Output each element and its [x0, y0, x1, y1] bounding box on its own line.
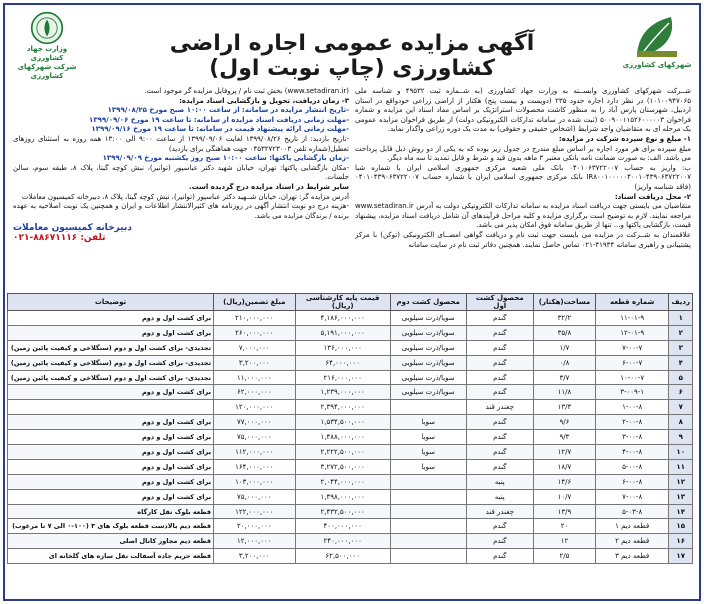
cell-col-guarantee: ۳,۲۰۰,۰۰۰ [214, 355, 296, 370]
cell-col-notes: قطعه حریم جاده آسفالت نقل سازه های گلخانه ای [8, 549, 214, 564]
cell-col-area: ۳۲/۲ [534, 311, 596, 326]
cell-col-crop-1: گندم [466, 534, 533, 549]
cell-col-crop-1: گندم [466, 519, 533, 534]
cell-col-notes [8, 400, 214, 415]
cell-col-base-price: ۲۴۰,۰۰۰,۰۰۰ [295, 534, 390, 549]
cell-col-area: ۱/۷ [534, 340, 596, 355]
cell-col-index: ۱۰ [669, 445, 693, 460]
cell-col-notes: برای کشت اول و دوم [8, 459, 214, 474]
cell-col-crop-1: گندم [466, 340, 533, 355]
table-row [8, 340, 693, 355]
section-1-text-2: ب: واریز به حساب ۰۴۰۱۰۶۳۷۲۲۰۰۷ بانک ملی شعبه مرکزی جمهوری اسلامی ایران با شماره شبا IR۸۰۰۱۰۰۰۰۰۴۰۰۱۰۴۳۹۰۶۳۷۲۲۰۰۷ بانک مرکزی جمهوری اسلامی ایران با شماره حساب ۰۴۰۱۰۴۳۹۰۶۳۷۲۲۰۰۷ (فاقد شناسه واریز) [355, 163, 691, 191]
cell-col-base-price: ۲۱۶,۰۰۰,۰۰۰ [295, 370, 390, 385]
opening-time: -زمان بازگشایی پاکتها: ساعت ۱۰:۰۰ صبح روز یکشنبه مورخ ۱۳۹۹/۰۹/۰۹ [102, 154, 349, 163]
auctioneer-address: آدرس مزایده گر: تهران، خیابان شــهید دکتر عباسپور (توانیر)، نبش کوچه گیتا، پلاک ۸، دبیرخانه کمیسیون معاملات [21, 192, 349, 201]
cell-col-crop-1: چغندر قند [466, 504, 533, 519]
cell-col-notes: قطعه دیم مجاور کانال اصلی [8, 534, 214, 549]
cell-col-area: ۱۰/۷ [534, 489, 596, 504]
cell-col-guarantee: ۱۰۳,۰۰۰,۰۰۰ [214, 474, 296, 489]
cell-col-notes: برای کشت اول و دوم [8, 385, 214, 400]
cell-col-guarantee: ۷۵,۰۰۰,۰۰۰ [214, 430, 296, 445]
cell-col-crop-1: گندم [466, 549, 533, 564]
signature-office: دبیرخانه کمیسیون معاملات [13, 223, 132, 234]
table-body [8, 311, 693, 564]
cell-col-guarantee: ۲۱۰,۰۰۰,۰۰۰ [214, 311, 296, 326]
cell-col-crop-2: سویا [390, 459, 466, 474]
cell-col-crop-2 [390, 489, 466, 504]
page-title: آگهی مزایده عمومی اجاره اراضی کشاورزی (چاپ نوبت اول) [169, 31, 535, 81]
cell-col-parcel: ۱۰-۰۰-۷ [595, 370, 668, 385]
cell-col-crop-1: گندم [466, 311, 533, 326]
cell-col-crop-2: سویا [390, 445, 466, 460]
cell-col-parcel: ۱۱-۰۱-۹ [595, 311, 668, 326]
cell-col-base-price: ۶۲,۵۰۰,۰۰۰ [295, 549, 390, 564]
cell-col-crop-1: گندم [466, 370, 533, 385]
header-col-notes: توضیحات [8, 294, 214, 311]
cell-col-base-price: ۵,۱۹۱,۰۰۰,۰۰۰ [295, 325, 390, 340]
section-2-text: متقاضیان می بایستی جهت دریافت اسناد مزایده به سامانه تدارکات الکترونیکی دولت به آدرس www.setadiran.ir مراجعه نمایند. لازم به توضیح است برگزاری مزایده و کلیه مراحل فرآیندهای آن شامل دریافت اسناد مزایده، پیشنهاد قیمت، بازگشایی پاکتها و... تنها از طریق سامانه فوق امکان پذیر می باشد. [355, 202, 691, 230]
header-col-crop-2: محصول کشت دوم [390, 294, 466, 311]
cell-col-index: ۱ [669, 311, 693, 326]
header-col-index: ردیف [669, 294, 693, 311]
cell-col-index: ۹ [669, 430, 693, 445]
cell-col-notes: برای کشت اول و دوم [8, 415, 214, 430]
cell-col-guarantee: ۷۵,۰۰۰,۰۰۰ [214, 489, 296, 504]
other-conditions: سایر شرایط در اسناد مزایده درج گردیده است. [188, 182, 349, 191]
cell-col-notes: برای کشت اول و دوم [8, 311, 214, 326]
cell-col-index: ۵ [669, 370, 693, 385]
cell-col-notes: برای کشت اول و دوم [8, 474, 214, 489]
cell-col-base-price: ۱,۴۹۸,۰۰۰,۰۰۰ [295, 489, 390, 504]
cell-col-crop-2 [390, 549, 466, 564]
cell-col-guarantee: ۳,۲۰۰,۰۰۰ [214, 549, 296, 564]
cell-col-base-price: ۲,۲۲۲,۵۰۰,۰۰۰ [295, 445, 390, 460]
cell-col-notes: قطعه بلوک نقل کارگاه [8, 504, 214, 519]
cell-col-parcel: قطعه دیم ۳ [595, 549, 668, 564]
logo-caption-2: شرکت شهرکهای کشاورزی [17, 63, 77, 80]
logo-caption: شهرکهای کشاورزی [622, 61, 692, 69]
cell-col-index: ۳ [669, 340, 693, 355]
cell-col-parcel: قطعه دیم ۱ [595, 519, 668, 534]
cell-col-crop-1: پنبه [466, 474, 533, 489]
cell-col-notes: تجدیدی- برای کشت اول و دوم (سنگلاخی و کیفیت پائین زمین) [8, 370, 214, 385]
cell-col-index: ۸ [669, 415, 693, 430]
table-row [8, 534, 693, 549]
cell-col-base-price: ۴,۱۸۶,۰۰۰,۰۰۰ [295, 311, 390, 326]
cell-col-crop-2 [390, 400, 466, 415]
cell-col-guarantee: ۱۲۰,۰۰۰,۰۰۰ [214, 400, 296, 415]
cell-col-guarantee: ۷۷,۰۰۰,۰۰۰ [214, 415, 296, 430]
cell-col-parcel: ۳-۰۰۹-۱ [595, 385, 668, 400]
cell-col-crop-2 [390, 519, 466, 534]
table-row [8, 519, 693, 534]
cell-col-notes: برای کشت اول و دوم [8, 325, 214, 340]
table-header-row [8, 294, 693, 311]
cell-col-base-price: ۴۰۰,۰۰۰,۰۰۰ [295, 519, 390, 534]
cell-col-guarantee: ۷,۰۰۰,۰۰۰ [214, 340, 296, 355]
table-row [8, 385, 693, 400]
table-row [8, 430, 693, 445]
publication-cost: -هزینه درج دو نوبت انتشار آگهی در روزنامه های کثیرالانتشار اطلاعات و ایران و همچنین یک نوبت اصلاحیه به عهده برنده / برندگان مزایده می باشد. [13, 202, 349, 220]
cell-col-area: ۱۱/۸ [534, 385, 596, 400]
table-row [8, 459, 693, 474]
table-row [8, 311, 693, 326]
cell-col-notes: تجدیدی- برای کشت اول و دوم (سنگلاخی و کیفیت پائین زمین) [8, 355, 214, 370]
cell-col-area: ۳۵/۸ [534, 325, 596, 340]
cell-col-crop-2: سویا/ذرت سیلویی [390, 385, 466, 400]
opening-place: -مکان بازگشایی پاکتها: تهران، خیابان شهید دکتر عباسپور (توانیر)، نبش کوچه گیتا، پلاک ۸، طبقه سوم، سالن جلسات. [13, 163, 349, 182]
cell-col-notes: برای کشت اول و دوم [8, 430, 214, 445]
cell-col-crop-2: سویا/ذرت سیلویی [390, 325, 466, 340]
cell-col-base-price: ۱,۲۳۹,۰۰۰,۰۰۰ [295, 385, 390, 400]
right-text-column [355, 87, 691, 250]
cell-col-area: ۹/۶ [534, 415, 596, 430]
table-row [8, 415, 693, 430]
header [5, 5, 699, 85]
doc-deadline: -مهلت زمانی دریافت اسناد مزایده از سامانه: تا ساعت ۱۹ مورخ ۱۳۹۹/۰۹/۰۶ [89, 115, 349, 124]
table-row [8, 549, 693, 564]
cell-col-guarantee: ۱۶۴,۰۰۰,۰۰۰ [214, 459, 296, 474]
cell-col-parcel: ۴-۰۰-۸ [595, 445, 668, 460]
cell-col-parcel: ۱۲-۰۱-۹ [595, 325, 668, 340]
cell-col-index: ۲ [669, 325, 693, 340]
cell-col-crop-2: سویا [390, 430, 466, 445]
cell-col-index: ۱۱ [669, 459, 693, 474]
cell-col-crop-1: گندم [466, 415, 533, 430]
cell-col-crop-2: سویا/ذرت سیلویی [390, 355, 466, 370]
cell-col-crop-1: گندم [466, 445, 533, 460]
cell-col-base-price: ۱۳۶,۰۰۰,۰۰۰ [295, 340, 390, 355]
cell-col-guarantee: ۱۱۲,۰۰۰,۰۰۰ [214, 445, 296, 460]
cell-col-index: ۱۶ [669, 534, 693, 549]
table-row [8, 370, 693, 385]
cell-col-parcel: قطعه دیم ۲ [595, 534, 668, 549]
registration-note: (www.setadiran.ir) بخش ثبت نام / پروفایل مزایده گر موجود است. [144, 87, 349, 95]
cell-col-parcel: ۵-۰۳-۸ [595, 504, 668, 519]
cell-col-index: ۱۵ [669, 519, 693, 534]
cell-col-index: ۱۷ [669, 549, 693, 564]
cell-col-base-price: ۲,۴۳۲,۵۰۰,۰۰۰ [295, 504, 390, 519]
cell-col-guarantee: ۱۲,۰۰۰,۰۰۰ [214, 534, 296, 549]
logo-caption-1: وزارت جهاد کشاورزی [26, 45, 68, 62]
cell-col-parcel: ۷-۰۰-۷ [595, 340, 668, 355]
cell-col-area: ۱۳/۹ [534, 504, 596, 519]
cell-col-parcel: ۱-۰۰-۸ [595, 400, 668, 415]
cell-col-crop-2 [390, 474, 466, 489]
cell-col-index: ۷ [669, 400, 693, 415]
header-col-base-price: قیمت پایه کارشناسی (ریال) [295, 294, 390, 311]
cell-col-notes: قطعه دیم بالادست قطعه بلوک های ۳ (۱۰۰-۰ الی ۷ تا مرغوب) [8, 519, 214, 534]
cell-col-parcel: ۵-۰۰-۸ [595, 459, 668, 474]
signature-phone: تلفن: ۸۸۶۷۱۱۱۶-۰۲۱ [13, 232, 106, 243]
cell-col-index: ۴ [669, 355, 693, 370]
cell-col-notes: برای کشت اول و دوم [8, 489, 214, 504]
cell-col-parcel: ۶-۰۰-۸ [595, 474, 668, 489]
cell-col-area: ۳/۷ [534, 370, 596, 385]
cell-col-crop-1: گندم [466, 385, 533, 400]
section-2-text-2: علاقمندان به شــرکت در مزایده می بایست جهت ثبت نام و دریافت گواهی امضــای الکترونیکی (توکن) با مرکز پشتیبانی و راهبری سامانه ۴۱۹۳۴-۰۲۱ تماس حاصل نمایند. همچنین دفاتر ثبت نام در سایت سامانه [355, 230, 691, 249]
table-row [8, 504, 693, 519]
leaf-emblem-icon [631, 11, 683, 61]
table-row [8, 325, 693, 340]
cell-col-parcel: ۲-۰۰-۸ [595, 415, 668, 430]
cell-col-base-price: ۱,۴۸۸,۰۰۰,۰۰۰ [295, 430, 390, 445]
cell-col-crop-1: پنبه [466, 489, 533, 504]
cell-col-base-price: ۲,۳۹۴,۰۰۰,۰۰۰ [295, 400, 390, 415]
cell-col-crop-1: چغندر قند [466, 400, 533, 415]
cell-col-guarantee: ۱۲۲,۰۰۰,۰۰۰ [214, 504, 296, 519]
cell-col-base-price: ۱,۵۳۴,۵۰۰,۰۰۰ [295, 415, 390, 430]
cell-col-area: ۱۳/۳ [534, 400, 596, 415]
advertisement-frame [3, 3, 701, 601]
cell-col-guarantee: ۶۲,۰۰۰,۰۰۰ [214, 385, 296, 400]
visit-dates: -تاریخ بازدید: از تاریخ ۱۳۹۹/۰۸/۲۶ لغایت ۱۳۹۹/۰۹/۰۶ از ساعت ۹:۰۰ الی ۱۳:۰۰ همه روزه به استثنای روزهای تعطیل(شماره تلفن ۰۴۵۳۲۷۲۳۰۰۳ جهت هماهنگی برای بازدید) [13, 134, 349, 153]
cell-col-guarantee: ۲۶۰,۰۰۰,۰۰۰ [214, 325, 296, 340]
header-col-guarantee: مبلغ تضمین(ریال) [214, 294, 296, 311]
section-3-title: ۳- زمان دریافت، تحویل و بازگشایی اسناد مزایده: [179, 96, 349, 105]
cell-col-crop-2: سویا/ذرت سیلویی [390, 370, 466, 385]
cell-col-base-price: ۶۴,۰۰۰,۰۰۰ [295, 355, 390, 370]
cell-col-crop-1: گندم [466, 355, 533, 370]
header-col-parcel: شماره قطعه [595, 294, 668, 311]
cell-col-crop-2: سویا/ذرت سیلویی [390, 340, 466, 355]
cell-col-crop-1: گندم [466, 325, 533, 340]
intro-paragraph: شــرکت شهرکهای کشاورزی وابســته به وزارت جهاد کشاورزی (به شــماره ثبت ۴۹۵۳۲ و شناسه ملی ۱۰۱۰۰۹۴۷۰۶۵) در نظر دارد اجاره حدود ۲۳۵ (دویست و بیست پنج) هکتار از اراضی زراعی خودواقع در استان اردبیل، شهرستان پارس آباد را به منظور کاشت محصولات استراتژیک بر اساس مفاد اسناد این مزایده و شماره فراخوان ۵۰۰۹۰۰۱۱۵۲۶۰۰۰۰۰۳ (ثبت شده در سامانه تدارکات الکترونیکی دولت) از طریق فراخوان مزایده عمومی یک مرحله ای به متقاضیان واجد شرایط (اشخاص حقیقی و حقوقی) به مدت یک دوره زراعی واگذار نماید. [355, 87, 691, 134]
section-1-text: مبلغ سپرده برای هر مورد اجاره بر اساس مبلغ مندرج در جدول زیر بوده که به یکی از دو روش ذیل قابل پرداخت می باشد. الف: به صورت ضمانت نامه بانکی معتبر ۳ ماهه بدون قید و شرط و قابل تمدید تا سه ماه دیگر. [355, 144, 691, 163]
cell-col-parcel: ۷-۰۰-۸ [595, 489, 668, 504]
cell-col-crop-2 [390, 534, 466, 549]
cell-col-crop-2: سویا/ذرت سیلویی [390, 311, 466, 326]
left-text-column [13, 87, 349, 244]
cell-col-area: ۱۸/۷ [534, 459, 596, 474]
cell-col-notes: برای کشت اول و دوم [8, 445, 214, 460]
cell-col-crop-2 [390, 504, 466, 519]
cell-col-guarantee: ۱۱,۰۰۰,۰۰۰ [214, 370, 296, 385]
cell-col-notes: تجدیدی- برای کشت اول و دوم (سنگلاخی و کیفیت پائین زمین) [8, 340, 214, 355]
cell-col-guarantee: ۲۰,۰۰۰,۰۰۰ [214, 519, 296, 534]
cell-col-index: ۱۲ [669, 474, 693, 489]
cell-col-crop-1: گندم [466, 459, 533, 474]
section-1-title: ۱- مبلغ و نوع سپرده شرکت در مزایده: [558, 134, 691, 143]
cell-col-parcel: ۳-۰۰-۸ [595, 430, 668, 445]
table-row [8, 400, 693, 415]
ministry-logo [11, 11, 83, 81]
cell-col-area: ۲۰ [534, 519, 596, 534]
cell-col-base-price: ۲,۰۴۴,۰۰۰,۰۰۰ [295, 474, 390, 489]
header-col-crop-1: محصول کشت اول [466, 294, 533, 311]
cell-col-base-price: ۳,۲۷۲,۵۰۰,۰۰۰ [295, 459, 390, 474]
cell-col-index: ۶ [669, 385, 693, 400]
ministry-seal-icon [27, 11, 67, 45]
agricultural-towns-logo [621, 11, 693, 81]
cell-col-area: ۹/۳ [534, 430, 596, 445]
cell-col-area: ۱۴/۶ [534, 474, 596, 489]
table-row [8, 489, 693, 504]
publish-date: -تاریخ انتشار مزایده در سامانه: از ساعت ۱۰:۰۰ صبح مورخ ۱۳۹۹/۰۸/۲۵ [107, 106, 349, 115]
cell-col-parcel: ۶-۰۰-۷ [595, 355, 668, 370]
table-row [8, 355, 693, 370]
bid-deadline: -مهلت زمانی ارائه پیشنهاد قیمت در سامانه: تا ساعت ۱۹ مورخ ۱۳۹۹/۰۹/۱۶ [91, 125, 349, 134]
cell-col-area: ۱۲ [534, 534, 596, 549]
cell-col-area: ۲/۵ [534, 549, 596, 564]
parcels-table [7, 293, 693, 564]
section-2-title: ۲- محل دریافت اسناد: [614, 192, 691, 201]
cell-col-index: ۱۳ [669, 489, 693, 504]
cell-col-area: ۰/۸ [534, 355, 596, 370]
header-col-area: مساحت(هکتار) [534, 294, 596, 311]
cell-col-area: ۱۲/۷ [534, 445, 596, 460]
table-row [8, 445, 693, 460]
cell-col-index: ۱۴ [669, 504, 693, 519]
cell-col-crop-1: گندم [466, 430, 533, 445]
cell-col-crop-2: سویا [390, 415, 466, 430]
table-row [8, 474, 693, 489]
